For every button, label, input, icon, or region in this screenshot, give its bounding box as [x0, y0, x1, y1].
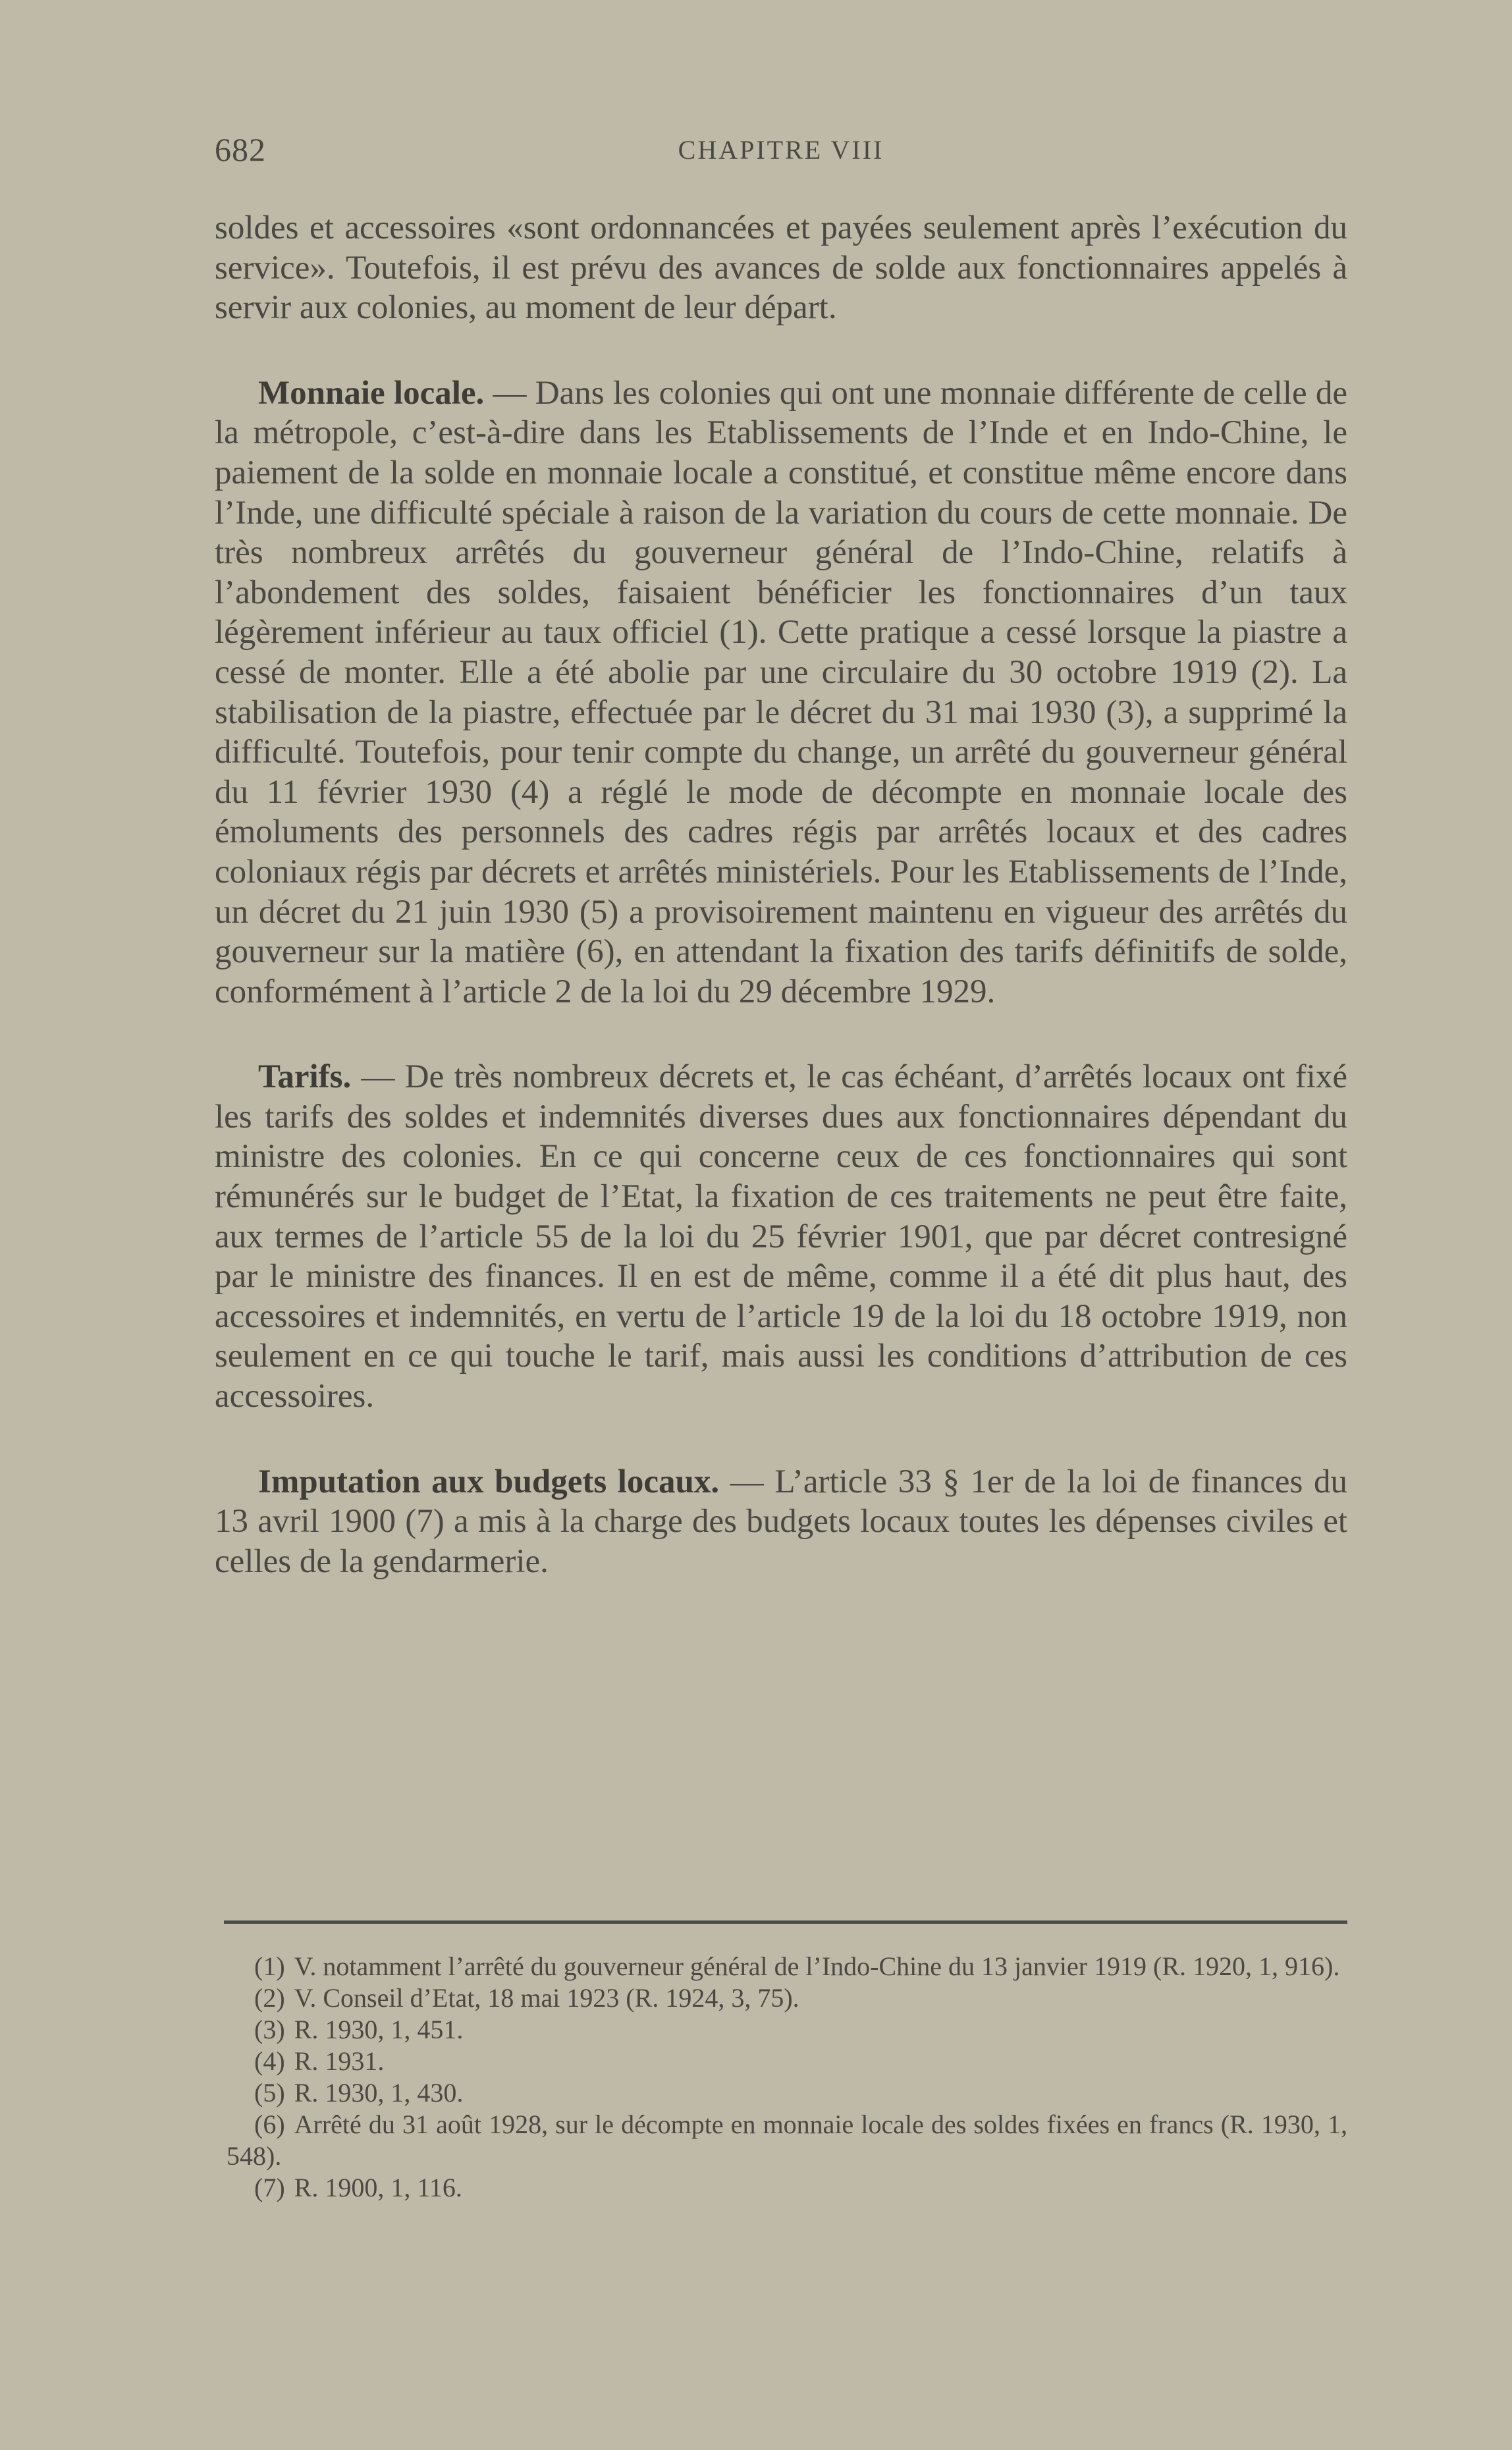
paragraph-imputation	[215, 1462, 1347, 1582]
body-text	[215, 208, 1347, 1581]
footnote: (7) R. 1900, 1, 116.	[254, 2173, 462, 2202]
footnote: (2) V. Conseil d’Etat, 18 mai 1923 (R. 1924, 3, 75).	[254, 1983, 799, 2013]
footnote: (4) R. 1931.	[254, 2046, 385, 2076]
paragraph-monnaie-locale	[215, 373, 1347, 1012]
paragraph-text: — Dans les colonies qui ont une monnaie différente de celle de la métropole, c’est-à-dire dans les Etablissements de l’Inde et en Indo-Chine, le paiement de la solde en monnaie locale a constitué, et constitue même encore dans l’Inde, une difficulté spéciale à raison de la variation du cours de cette monnaie. De très nombreux arrêtés du gouverneur général de l’Indo-Chine, relatifs à l’abondement des soldes, faisaient bénéficier les fonctionnaires d’un taux légèrement inférieur au taux officiel (1). Cette pratique a cessé lorsque la piastre a cessé de monter. Elle a été abolie par une circulaire du 30 octobre 1919 (2). La stabilisation de la piastre, effectuée par le décret du 31 mai 1930 (3), a supprimé la difficulté. Toutefois, pour tenir compte du change, un arrêté du gouverneur général du 11 février 1930 (4) a réglé le mode de décompte en monnaie locale des émoluments des personnels des cadres régis par arrêtés locaux et des cadres coloniaux régis par décrets et arrêtés ministériels. Pour les Etablissements de l’Inde, un décret du 21 juin 1930 (5) a provisoirement maintenu en vigueur des arrêtés du gouverneur sur la matière (6), en attendant la fixation des tarifs définitifs de solde, conformément à l’article 2 de la loi du 29 décembre 1929.	[215, 374, 1348, 1010]
footnote: (1) V. notamment l’arrêté du gouverneur général de l’Indo-Chine du 13 janvier 1919 (R. 1920, 1, 916).	[254, 1951, 1340, 1981]
footnote: (6) Arrêté du 31 août 1928, sur le décompte en monnaie locale des soldes fixées en francs (R. 1930, 1, 548).	[227, 2110, 1347, 2171]
footnote: (5) R. 1930, 1, 430.	[254, 2078, 464, 2108]
section-heading-tarifs: Tarifs.	[258, 1058, 352, 1096]
paragraph-tarifs	[215, 1057, 1347, 1416]
paragraph-text: — De très nombreux décrets et, le cas échéant, d’arrêtés locaux ont fixé les tarifs des soldes et indemnités diverses dues aux fonctionnaires dépendant du ministre des colonies. En ce qui concerne ceux de ces fonctionnaires qui sont rémunérés sur le budget de l’Etat, la fixation de ces traitements ne peut être faite, aux termes de l’article 55 de la loi du 25 février 1901, que par décret contresigné par le ministre des finances. Il en est de même, comme il a été dit plus haut, des accessoires et indemnités, en vertu de l’article 19 de la loi du 18 octobre 1919, non seulement en ce qui touche le tarif, mais aussi les conditions d’attribution de ces accessoires.	[215, 1058, 1347, 1415]
paragraph-continuation	[215, 208, 1347, 328]
section-heading-imputation: Imputation aux budgets locaux.	[258, 1463, 720, 1500]
page-number: 682	[215, 131, 266, 168]
footnotes	[227, 1951, 1347, 2204]
chapter-title: CHAPITRE VIII	[678, 135, 884, 165]
footnote-separator	[224, 1920, 1347, 1924]
running-head	[215, 130, 1347, 177]
paragraph-text: soldes et accessoires «sont ordonnancées et payées seulement après l’exécution du service». Toutefois, il est prévu des avances de solde aux fonctionnaires appelés à servir aux colonies, au moment de leur départ.	[215, 209, 1347, 327]
footnote: (3) R. 1930, 1, 451.	[254, 2015, 464, 2044]
section-heading-monnaie-locale: Monnaie locale.	[258, 374, 485, 412]
paragraph-text: — L’article 33 § 1er de la loi de finances du 13 avril 1900 (7) a mis à la charge des budgets locaux toutes les dépenses civiles et celles de la gendarmerie.	[215, 1463, 1347, 1580]
